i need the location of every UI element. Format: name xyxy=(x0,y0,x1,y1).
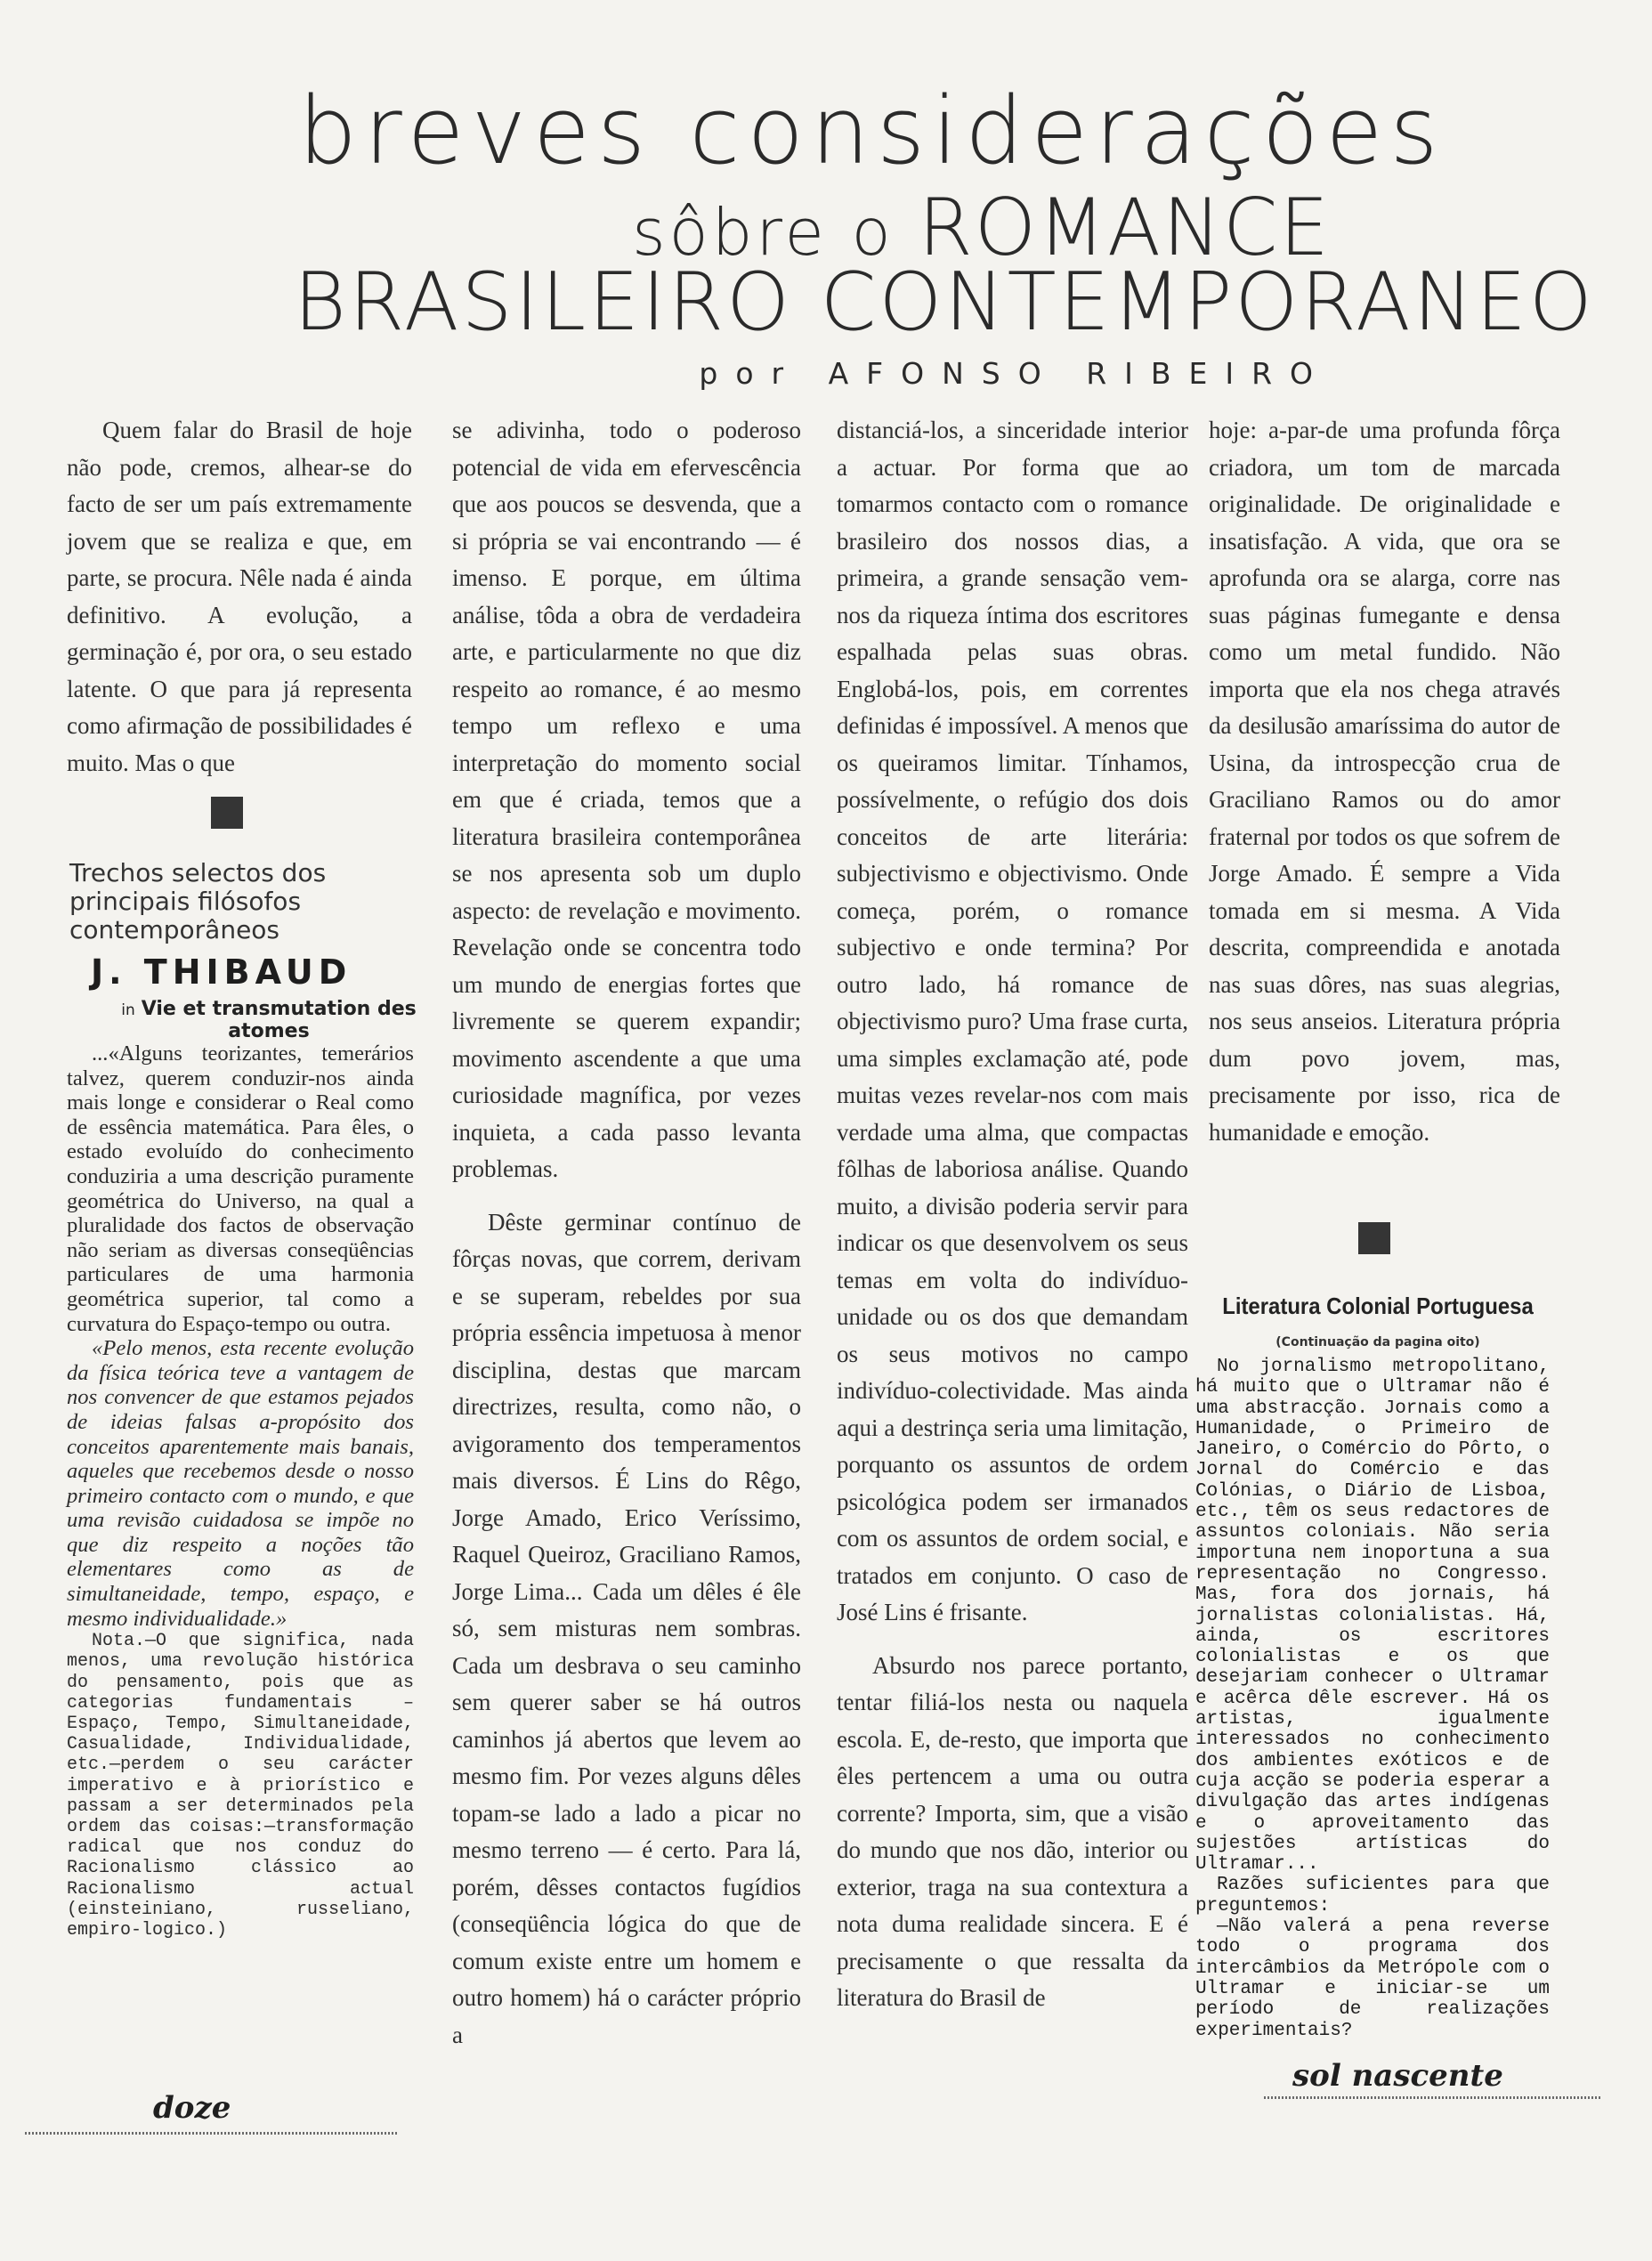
separator-square xyxy=(1358,1222,1390,1254)
article-column-4 xyxy=(1209,412,1560,1151)
sidebar-text xyxy=(67,1041,414,1941)
article-paragraph: se adivinha, todo o poderoso potencial de vida em efervescência que aos poucos se desvenda, que a si própria se vai encontrando — é imenso. E porque, em última análise, tôda a obra de verdadeira arte, e particularmente no que diz respeito ao romance, é ao mesmo tempo um reflexo e uma interpretação do momento social em que é criada, temos que a literatura brasileira contemporânea se nos apresenta sob um duplo aspecto: de revelação e movimento. Revelação onde se concentra todo um mundo de energias fortes que livremente se querem expandir; movimento ascendente a que uma curiosidade magnífica, por vezes inquieta, a cada passo levanta problemas. xyxy=(452,417,801,1182)
title-line-2-caps: ROMANCE xyxy=(918,182,1331,273)
article-paragraph: distanciá-los, a sinceridade interior a actuar. Por forma que ao tomarmos contacto com o romance brasileiro dos nossos dias, a primeira, a grande sensação vem-nos da riqueza íntima dos escritores espalhada pelas suas obras. Englobá-los, pois, em correntes definidas é impossível. A menos que os queiramos limitar. Tínhamos, possívelmente, o refúgio dos dois conceitos de arte literária: subjectivismo e objectivismo. Onde começa, porém, o romance subjectivo e onde termina? Por outro lado, há romance de objectivismo puro? Uma frase curta, uma simples exclamação até, pode muitas vezes revelar-nos com mais verdade uma alma, que compactas fôlhas de laboriosa análise. Quando muito, a divisão poderia servir para indicar os que desenvolvem os seus temas em volta do indivíduo-unidade ou os dos que demandam os seus motivos no campo indivíduo-colectividade. Mas ainda aqui a destrinça seria uma limitação, porquanto os assuntos de ordem psicológica podem ser irmanados com os assuntos de ordem social, e tratados em conjunto. O caso de José Lins é frisante. xyxy=(837,417,1188,1625)
footer-rule xyxy=(1264,2096,1602,2099)
colonial-subtitle: (Continuação da pagina oito) xyxy=(1275,1335,1480,1349)
article-paragraph: Dêste germinar contínuo de fôrças novas, que correm, derivam e se superam, rebeldes por sua própria essência impetuosa à menor disciplina, destas que marcam directrizes, resulta, como não, o avigoramento dos temperamentos mais diversos. É Lins do Rêgo, Jorge Amado, Erico Veríssimo, Raquel Queiroz, Graciliano Ramos, Jorge Lima... Cada um dêles é êle só, sem misturas nem sombras. Cada um desbrava o seu caminho sem querer saber se há outros caminhos já abertos que levem ao mesmo fim. Por vezes alguns dêles topam-se lado a lado a picar no mesmo terreno — é certo. Para lá, porém, dêsses contactos fugídios (conseqüência lógica do que de comum existe entre um homem e outro homem) há o carácter próprio a xyxy=(452,1208,801,2048)
sidebar-paragraph: ...«Alguns teorizantes, temerários talvez, querem conduzir-nos ainda mais longe e considerar o Real como de essência matemática. Para êles, o estado evoluído do conhecimento conduziria a uma descrição puramente geométrica do Universo, na qual a pluralidade dos factos de observação não seriam as diversas conseqüências particulares de uma harmonia geométrica superior, tal como a curvatura do Espaço-tempo ou outra. xyxy=(67,1041,414,1336)
article-paragraph: Quem falar do Brasil de hoje não pode, cremos, alhear-se do facto de ser um país extremamente jovem que se realiza e que, em parte, se procura. Nêle nada é ainda definitivo. A evolução, a germinação é, por ora, o seu estado latente. O que para já representa como afirmação de possibilidades é muito. Mas o que xyxy=(67,417,412,776)
page-number: doze xyxy=(153,2090,231,2126)
magazine-name: sol nascente xyxy=(1292,2058,1503,2094)
sidebar-note: Nota.—O que significa, nada menos, uma revolução histórica do pensamento, pois que as categorias fundamentais – Espaço, Tempo, Simultaneidade, Casualidade, Individualidade, etc.—perdem o seu carácter imperativo e à priorístico e passam a ser determinados pela ordem das coisas:—transformação radical que nos conduz do Racionalismo clássico ao Racionalismo actual (einsteiniano, russeliano, empiro-logico.) xyxy=(67,1631,414,1941)
article-column-1 xyxy=(67,412,412,782)
title-line-3: BRASILEIRO CONTEMPORANEO xyxy=(294,255,1595,349)
sidebar-work xyxy=(117,999,420,1042)
byline: por AFONSO RIBEIRO xyxy=(699,356,1331,391)
title-line-1: breves considerações xyxy=(298,77,1446,185)
colonial-paragraph: No jornalismo metropolitano, há muito que o Ultramar não é uma abstracção. Jornais como a Humanidade, o Primeiro de Janeiro, o Comércio do Pôrto, o Jornal do Comércio e das Colónias, o Diário de Lisboa, etc., têm os seus redactores de assuntos coloniais. Não seria importuna nem inoportuna a sua representação no Congresso. Mas, fora dos jornais, há jornalistas colonialistas. Há, ainda, os escritores colonialistas e os que desejariam conhecer o Ultramar e acêrca dêle escrever. Há os artistas, igualmente interessados no conhecimento dos ambientes exóticos e de cuja acção se poderia esperar a divulgação das artes indígenas e o aproveitamento das sujestões artísticas do Ultramar... xyxy=(1195,1357,1550,1876)
colonial-text xyxy=(1195,1357,1550,2041)
sidebar-title: Trechos selectos dos principais filósofos contemporâneos xyxy=(69,858,327,944)
article-paragraph: Absurdo nos parece portanto, tentar filiá-los nesta ou naquela escola. E, de-resto, que importa que êles pertencem a uma ou outra corrente? Importa, sim, que a visão do mundo que nos dão, interior ou exterior, traga na sua contextura a nota duma realidade sincera. E é precisamente o que ressalta da literatura do Brasil de xyxy=(837,1651,1188,2011)
article-column-2 xyxy=(452,412,801,2054)
separator-square xyxy=(211,797,243,829)
sidebar-in: in xyxy=(121,1001,135,1019)
article-paragraph: hoje: a-par-de uma profunda fôrça criadora, um tom de marcada originalidade. De originalidade e insatisfação. A vida, que ora se aprofunda ora se alarga, corre nas suas páginas fumegante e densa como um metal fundido. Não importa que ela nos chega através da desilusão amaríssima do autor de Usina, da introspecção crua de Graciliano Ramos ou do amor fraternal por todos os que sofrem de Jorge Amado. É sempre a Vida tomada em si mesma. A Vida descrita, compreendida e anotada nas suas dôres, nas suas alegrias, nos seus anseios. Literatura própria dum povo jovem, mas, precisamente por isso, rica de humanidade e emoção. xyxy=(1209,417,1560,1146)
sidebar-author: J. THIBAUD xyxy=(91,952,352,992)
sidebar-quote: «Pelo menos, esta recente evolução da física teórica teve a vantagem de nos convencer de que estamos pejados de ideias falsas a-propósito dos conceitos aparentemente mais banais, aqueles que recebemos desde o nosso primeiro contacto com o mundo, e que uma revisão cuidadosa se impõe no que diz respeito a noções tão elementares como as de simultaneidade, tempo, espaço, e mesmo individualidade.» xyxy=(67,1336,414,1631)
footer-rule xyxy=(25,2132,399,2135)
colonial-title: Literatura Colonial Portuguesa xyxy=(1222,1293,1534,1319)
title-line-2-small: sôbre o xyxy=(632,195,895,270)
colonial-paragraph: Razões suficientes para que preguntemos: xyxy=(1195,1875,1550,1917)
article-column-3 xyxy=(837,412,1188,2017)
colonial-paragraph: —Não valerá a pena reverse todo o programa dos intercâmbios da Metrópole com o Ultramar e iniciar-se um período de realizações experimentais? xyxy=(1195,1917,1550,2041)
sidebar-work-title: Vie et transmutation des atomes xyxy=(141,998,417,1042)
